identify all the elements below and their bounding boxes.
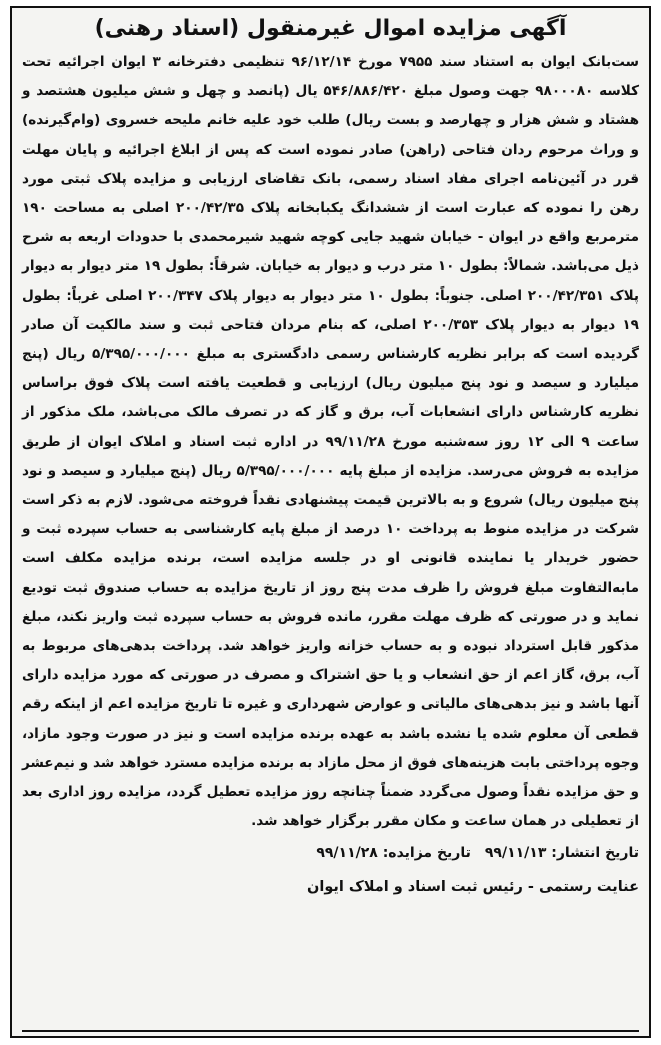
auction-notice (10, 6, 651, 1038)
auction-date: تاریخ مزایده: ۹۹/۱۱/۲۸ (316, 845, 471, 862)
notice-title: آگهی مزایده اموال غیرمنقول (اسناد رهنی) (94, 16, 567, 41)
notice-body: ست‌بانک ایوان به استناد سند ۷۹۵۵ مورخ ۹۶/۱۲/۱۴ تنظیمی دفترخانه ۳ ایوان اجرائیه تحت کلاسه ۹۸۰۰۰۸۰ جهت وصول مبلغ ۵۴۶/۸۸۶/۴۲۰ یال (پانصد و چهل و شش میلیون هشتصد و هشتاد و شش هزار و چهارصد و بست ریال) طلب خود علیه خانم ملیحه خسروی (وام‌گیرنده) و وراث مرحوم ردان فتاحی (راهن) صادر نموده است که پس از ابلاغ اجرائیه و پایان مهلت قرر در آئین‌نامه اجرای مفاد اسناد رسمی، بانک تقاضای ارزیابی و مزایده پلاک ثبتی مورد رهن را نموده که عبارت است از ششدانگ یکبابخانه پلاک ۲۰۰/۴۲/۳۵ اصلی به مساحت ۱۹۰ مترمربع واقع در ایوان - خیابان شهید جایی کوچه شهید شیرمحمدی با حدودات اربعه به شرح ذیل می‌باشد. شمالاً: بطول ۱۰ متر درب و دیوار به خیابان. شرقاً: بطول ۱۹ متر دیوار به دیوار پلاک ۲۰۰/۴۲/۳۵۱ اصلی. جنوباً: بطول ۱۰ متر دیوار به دیوار پلاک ۲۰۰/۳۴۷ اصلی غرباً: بطول ۱۹ دیوار به دیوار پلاک ۲۰۰/۳۵۳ اصلی، که بنام مردان فتاحی ثبت و سند مالکیت آن صادر گردیده است که برابر نظریه کارشناس رسمی دادگستری به مبلغ ۵/۳۹۵/۰۰۰/۰۰۰ ریال (پنج میلیارد و سیصد و نود پنج میلیون ریال) ارزیابی و قطعیت یافته است پلاک فوق براساس نظریه کارشناس دارای انشعابات آب، برق و گاز که در تصرف مالک می‌باشد، ملک مذکور از ساعت ۹ الی ۱۲ روز سه‌شنبه مورخ ۹۹/۱۱/۲۸ در اداره ثبت اسناد و املاک ایوان از طریق مزایده به فروش می‌رسد. مزایده از مبلغ پایه ۵/۳۹۵/۰۰۰/۰۰۰ ریال (پنج میلیارد و سیصد و نود پنج میلیون ریال) شروع و به بالاترین قیمت پیشنهادی نقداً فروخته می‌شود. لازم به ذکر است شرکت در مزایده منوط به پرداخت ۱۰ درصد از مبلغ پایه کارشناسی به حساب سپرده ثبت و حضور خریدار یا نماینده قانونی او در جلسه مزایده است، برنده مزایده مکلف است مابه‌التفاوت مبلغ فروش را ظرف مدت پنج روز از تاریخ مزایده به حساب صندوق ثبت تودیع نماید و در صورتی که ظرف مهلت مقرر، مانده فروش به حساب سپرده ثبت واریز نکند، مبلغ مذکور قابل استرداد نبوده و به حساب خزانه واریز خواهد شد. پرداخت بدهی‌های مربوط به آب، برق، گاز اعم از حق انشعاب و یا حق اشتراک و مصرف در صورتی که مورد مزایده دارای آنها باشد و نیز بدهی‌های مالیاتی و عوارض شهرداری و غیره تا تاریخ مزایده اعم از اینکه رقم قطعی آن معلوم شده یا نشده باشد به عهده برنده مزایده است و نیز در صورت وجود مازاد، وجوه پرداختی بابت هزینه‌های فوق از محل مازاد به برنده مزایده مسترد خواهد شد و نیم‌عشر و حق مزایده نقداً وصول می‌گردد ضمناً چنانچه روز مزایده تعطیل گردد، مزایده روز اداری بعد از تعطیلی در همان ساعت و مکان مقرر برگزار خواهد شد. (22, 54, 640, 830)
bottom-rule (22, 1030, 639, 1032)
notice-signature: عنایت رستمی - رئیس ثبت اسناد و املاک ایوان (306, 879, 639, 896)
publish-date: تاریخ انتشار: ۹۹/۱۱/۱۳ (484, 845, 639, 862)
notice-dates (22, 838, 639, 868)
